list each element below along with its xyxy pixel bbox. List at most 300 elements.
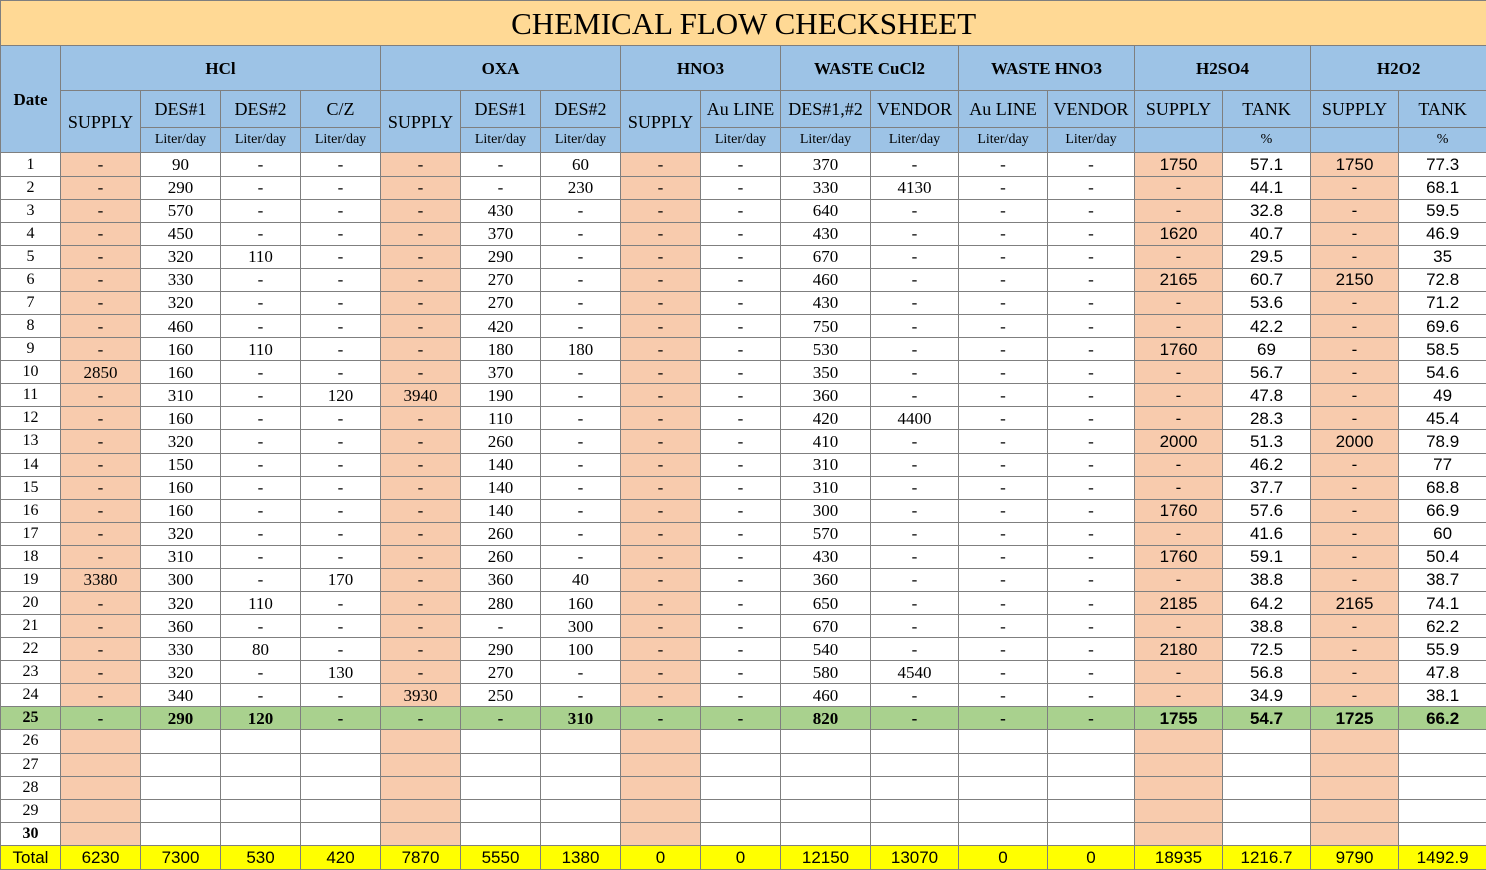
table-row — [1, 245, 1486, 268]
data-cell: - — [381, 545, 461, 568]
data-cell: - — [1311, 615, 1399, 638]
sheet-title: CHEMICAL FLOW CHECKSHEET — [1, 1, 1486, 46]
data-cell: - — [61, 707, 141, 730]
data-cell: - — [621, 245, 701, 268]
data-cell: - — [381, 291, 461, 314]
data-cell: 360 — [781, 384, 871, 407]
data-cell: - — [1311, 638, 1399, 661]
data-cell: - — [701, 476, 781, 499]
data-cell — [381, 822, 461, 845]
data-cell: 330 — [141, 638, 221, 661]
data-cell — [1399, 753, 1486, 776]
data-cell: - — [1311, 545, 1399, 568]
data-cell: - — [621, 591, 701, 614]
column-header-au-line: Au LINE — [701, 91, 781, 128]
data-cell — [221, 753, 301, 776]
data-cell: - — [221, 430, 301, 453]
data-cell: - — [221, 661, 301, 684]
data-cell: - — [541, 661, 621, 684]
table-row — [1, 315, 1486, 338]
data-cell: - — [1048, 338, 1135, 361]
table-row — [1, 338, 1486, 361]
data-cell: - — [1311, 499, 1399, 522]
data-cell: - — [301, 591, 381, 614]
data-cell: - — [1048, 522, 1135, 545]
data-cell: - — [301, 707, 381, 730]
data-cell: - — [541, 222, 621, 245]
column-header-au-line: Au LINE — [959, 91, 1048, 128]
total-cell: 5550 — [461, 845, 541, 869]
data-cell — [541, 822, 621, 845]
data-cell: 370 — [461, 222, 541, 245]
data-cell: - — [61, 407, 141, 430]
data-cell: - — [1311, 176, 1399, 199]
data-cell: - — [1135, 453, 1223, 476]
data-cell: - — [381, 338, 461, 361]
data-cell: 38.1 — [1399, 684, 1486, 707]
data-cell: 330 — [781, 176, 871, 199]
unit-label: Liter/day — [701, 128, 781, 153]
data-cell: - — [541, 384, 621, 407]
total-cell: 1216.7 — [1223, 845, 1311, 869]
data-cell: 260 — [461, 430, 541, 453]
data-cell: - — [381, 176, 461, 199]
data-cell: - — [301, 453, 381, 476]
data-cell: 360 — [781, 568, 871, 591]
data-cell: - — [621, 153, 701, 176]
data-cell: - — [871, 291, 959, 314]
data-cell: - — [701, 407, 781, 430]
data-cell — [461, 822, 541, 845]
data-cell: - — [701, 338, 781, 361]
data-cell: 55.9 — [1399, 638, 1486, 661]
data-cell: 230 — [541, 176, 621, 199]
data-cell: 360 — [141, 615, 221, 638]
data-cell: 28.3 — [1223, 407, 1311, 430]
data-cell: - — [301, 361, 381, 384]
data-cell: 60 — [1399, 522, 1486, 545]
table-row — [1, 545, 1486, 568]
unit-label: Liter/day — [141, 128, 221, 153]
date-cell: 24 — [1, 684, 61, 707]
data-cell: - — [621, 361, 701, 384]
data-cell — [1223, 730, 1311, 753]
data-cell: - — [61, 153, 141, 176]
data-cell: 90 — [141, 153, 221, 176]
date-cell: 16 — [1, 499, 61, 522]
data-cell: - — [871, 153, 959, 176]
data-cell — [621, 799, 701, 822]
data-cell: 38.8 — [1223, 615, 1311, 638]
data-cell — [621, 730, 701, 753]
table-row — [1, 407, 1486, 430]
data-cell: - — [1311, 476, 1399, 499]
data-cell: - — [959, 338, 1048, 361]
data-cell: 430 — [781, 291, 871, 314]
data-cell: - — [701, 153, 781, 176]
data-cell: - — [61, 291, 141, 314]
data-cell: - — [301, 476, 381, 499]
data-cell — [871, 730, 959, 753]
data-cell: 1760 — [1135, 499, 1223, 522]
data-cell: 460 — [781, 684, 871, 707]
data-cell: - — [621, 499, 701, 522]
data-cell: 320 — [141, 522, 221, 545]
data-cell — [381, 776, 461, 799]
data-cell: - — [701, 707, 781, 730]
table-row — [1, 476, 1486, 499]
data-cell: - — [381, 222, 461, 245]
data-cell: 110 — [461, 407, 541, 430]
data-cell: 45.4 — [1399, 407, 1486, 430]
data-cell: 47.8 — [1223, 384, 1311, 407]
data-cell: 78.9 — [1399, 430, 1486, 453]
data-cell: - — [871, 545, 959, 568]
table-row — [1, 522, 1486, 545]
data-cell: 60 — [541, 153, 621, 176]
data-cell: 300 — [541, 615, 621, 638]
column-header-des-1-2: DES#1,#2 — [781, 91, 871, 128]
data-cell — [1135, 776, 1223, 799]
date-cell: 20 — [1, 591, 61, 614]
column-header-des-1: DES#1 — [141, 91, 221, 128]
data-cell — [221, 822, 301, 845]
data-cell: - — [301, 153, 381, 176]
data-cell: 160 — [141, 499, 221, 522]
date-cell: 14 — [1, 453, 61, 476]
data-cell: - — [301, 522, 381, 545]
data-cell: - — [701, 545, 781, 568]
data-cell: - — [621, 522, 701, 545]
data-cell: - — [61, 222, 141, 245]
data-cell: - — [1048, 638, 1135, 661]
data-cell: 38.8 — [1223, 568, 1311, 591]
data-cell — [959, 799, 1048, 822]
data-cell: - — [541, 291, 621, 314]
date-cell: 25 — [1, 707, 61, 730]
data-cell: - — [221, 384, 301, 407]
data-cell: 80 — [221, 638, 301, 661]
data-cell: 2000 — [1135, 430, 1223, 453]
data-cell: 320 — [141, 430, 221, 453]
data-cell: - — [1048, 176, 1135, 199]
data-cell: 46.9 — [1399, 222, 1486, 245]
data-cell: 2165 — [1311, 591, 1399, 614]
data-cell: - — [221, 407, 301, 430]
data-cell — [381, 730, 461, 753]
data-cell: - — [1311, 338, 1399, 361]
total-cell: 6230 — [61, 845, 141, 869]
data-cell — [541, 776, 621, 799]
data-cell: 140 — [461, 453, 541, 476]
data-cell: 290 — [461, 245, 541, 268]
data-cell: - — [1311, 661, 1399, 684]
data-cell — [141, 776, 221, 799]
data-cell: 570 — [781, 522, 871, 545]
data-cell: 1760 — [1135, 338, 1223, 361]
data-cell: - — [1048, 568, 1135, 591]
group-header-oxa: OXA — [381, 46, 621, 91]
data-cell: - — [461, 707, 541, 730]
data-cell: - — [701, 176, 781, 199]
total-cell: 1380 — [541, 845, 621, 869]
data-cell: 310 — [541, 707, 621, 730]
column-header-vendor: VENDOR — [871, 91, 959, 128]
column-header-des-2: DES#2 — [541, 91, 621, 128]
date-cell: 23 — [1, 661, 61, 684]
total-cell: 7300 — [141, 845, 221, 869]
group-header-waste-cucl2: WASTE CuCl2 — [781, 46, 959, 91]
data-cell: - — [959, 545, 1048, 568]
data-cell: - — [461, 153, 541, 176]
data-cell: - — [381, 661, 461, 684]
data-cell: 670 — [781, 615, 871, 638]
data-cell: 59.5 — [1399, 199, 1486, 222]
group-header-h2o2: H2O2 — [1311, 46, 1486, 91]
data-cell: - — [301, 615, 381, 638]
data-cell: - — [381, 707, 461, 730]
data-cell: 2165 — [1135, 268, 1223, 291]
data-cell: - — [541, 430, 621, 453]
unit-label: % — [1223, 128, 1311, 153]
data-cell — [141, 753, 221, 776]
data-cell: - — [871, 499, 959, 522]
data-cell: - — [221, 684, 301, 707]
total-cell: 0 — [1048, 845, 1135, 869]
data-cell: - — [61, 684, 141, 707]
data-cell: - — [621, 638, 701, 661]
data-cell: 270 — [461, 268, 541, 291]
data-cell: 180 — [461, 338, 541, 361]
total-row — [1, 845, 1486, 869]
data-cell: - — [221, 545, 301, 568]
data-cell: - — [959, 315, 1048, 338]
data-cell: - — [621, 615, 701, 638]
data-cell: 420 — [781, 407, 871, 430]
data-cell: 57.1 — [1223, 153, 1311, 176]
data-cell: 160 — [141, 361, 221, 384]
data-cell: - — [621, 384, 701, 407]
data-cell — [781, 822, 871, 845]
data-cell: 4540 — [871, 661, 959, 684]
table-row — [1, 822, 1486, 845]
column-header-tank: TANK — [1223, 91, 1311, 128]
data-cell: 290 — [141, 707, 221, 730]
data-cell: - — [1135, 615, 1223, 638]
data-cell — [621, 753, 701, 776]
data-cell: 540 — [781, 638, 871, 661]
data-cell: - — [381, 315, 461, 338]
data-cell: 66.9 — [1399, 499, 1486, 522]
unit-label: Liter/day — [301, 128, 381, 153]
data-cell: 670 — [781, 245, 871, 268]
data-cell: - — [381, 638, 461, 661]
data-cell: 69 — [1223, 338, 1311, 361]
data-cell: 2150 — [1311, 268, 1399, 291]
data-cell — [61, 753, 141, 776]
group-header-h2so4: H2SO4 — [1135, 46, 1311, 91]
data-cell: - — [301, 245, 381, 268]
data-cell — [621, 776, 701, 799]
total-cell: 13070 — [871, 845, 959, 869]
group-header-hno3: HNO3 — [621, 46, 781, 91]
data-cell: - — [1311, 222, 1399, 245]
data-cell: - — [61, 176, 141, 199]
data-cell: - — [871, 638, 959, 661]
data-cell: 3380 — [61, 568, 141, 591]
data-cell: - — [959, 476, 1048, 499]
data-cell — [781, 753, 871, 776]
data-cell: 170 — [301, 568, 381, 591]
data-cell — [871, 799, 959, 822]
data-cell: 150 — [141, 453, 221, 476]
data-cell: - — [301, 176, 381, 199]
data-cell: - — [1048, 153, 1135, 176]
data-cell: 420 — [461, 315, 541, 338]
data-cell: - — [301, 338, 381, 361]
data-cell: - — [959, 591, 1048, 614]
data-cell: - — [621, 315, 701, 338]
data-cell — [61, 776, 141, 799]
data-cell — [1311, 799, 1399, 822]
date-cell: 19 — [1, 568, 61, 591]
data-cell: - — [1135, 291, 1223, 314]
table-row — [1, 384, 1486, 407]
data-cell: - — [381, 591, 461, 614]
data-cell: 110 — [221, 245, 301, 268]
data-cell: - — [61, 338, 141, 361]
data-cell: 53.6 — [1223, 291, 1311, 314]
data-cell: 250 — [461, 684, 541, 707]
data-cell: - — [701, 568, 781, 591]
data-cell — [959, 730, 1048, 753]
date-cell: 13 — [1, 430, 61, 453]
data-cell: 56.7 — [1223, 361, 1311, 384]
data-cell — [1048, 730, 1135, 753]
data-cell: - — [1135, 361, 1223, 384]
data-cell: 1620 — [1135, 222, 1223, 245]
data-cell: - — [1048, 268, 1135, 291]
data-cell: - — [701, 591, 781, 614]
data-cell: 40.7 — [1223, 222, 1311, 245]
data-cell: - — [701, 684, 781, 707]
data-cell: 50.4 — [1399, 545, 1486, 568]
data-cell — [301, 730, 381, 753]
data-cell — [461, 753, 541, 776]
data-cell: 34.9 — [1223, 684, 1311, 707]
data-cell: 42.2 — [1223, 315, 1311, 338]
data-cell: 340 — [141, 684, 221, 707]
table-row — [1, 615, 1486, 638]
data-cell: 410 — [781, 430, 871, 453]
data-cell: - — [701, 453, 781, 476]
data-cell — [381, 753, 461, 776]
data-cell: - — [1135, 661, 1223, 684]
data-cell: - — [541, 684, 621, 707]
data-cell: 1750 — [1311, 153, 1399, 176]
unit-label: Liter/day — [541, 128, 621, 153]
table-row — [1, 291, 1486, 314]
data-cell: - — [1048, 661, 1135, 684]
data-cell: 160 — [141, 338, 221, 361]
data-cell: - — [1048, 291, 1135, 314]
total-cell: 0 — [621, 845, 701, 869]
data-cell: - — [221, 522, 301, 545]
total-label: Total — [1, 845, 61, 869]
column-header-des-1: DES#1 — [461, 91, 541, 128]
data-cell: - — [221, 361, 301, 384]
data-cell — [541, 730, 621, 753]
data-cell: 350 — [781, 361, 871, 384]
data-cell: - — [1135, 476, 1223, 499]
data-cell: - — [221, 268, 301, 291]
data-cell: - — [381, 245, 461, 268]
data-cell: 320 — [141, 291, 221, 314]
data-cell: - — [1135, 684, 1223, 707]
data-cell — [871, 776, 959, 799]
data-cell: 38.7 — [1399, 568, 1486, 591]
date-cell: 9 — [1, 338, 61, 361]
data-cell: - — [1048, 430, 1135, 453]
table-row — [1, 222, 1486, 245]
data-cell: 4130 — [871, 176, 959, 199]
total-cell: 0 — [701, 845, 781, 869]
data-cell: - — [959, 245, 1048, 268]
data-cell: 270 — [461, 291, 541, 314]
data-cell: - — [1048, 361, 1135, 384]
data-cell — [141, 730, 221, 753]
data-cell: 66.2 — [1399, 707, 1486, 730]
data-cell — [541, 799, 621, 822]
data-cell: - — [871, 245, 959, 268]
data-cell: - — [541, 476, 621, 499]
data-cell: 2185 — [1135, 591, 1223, 614]
data-cell: - — [301, 430, 381, 453]
data-cell: - — [1135, 315, 1223, 338]
data-cell: 37.7 — [1223, 476, 1311, 499]
data-cell: 140 — [461, 476, 541, 499]
total-cell: 530 — [221, 845, 301, 869]
data-cell: 320 — [141, 591, 221, 614]
table-row — [1, 430, 1486, 453]
data-cell: - — [959, 684, 1048, 707]
data-cell: - — [61, 453, 141, 476]
column-header-supply: SUPPLY — [381, 91, 461, 153]
table-row — [1, 638, 1486, 661]
table-row — [1, 268, 1486, 291]
data-cell: - — [301, 199, 381, 222]
date-cell: 30 — [1, 822, 61, 845]
data-cell — [1135, 730, 1223, 753]
data-cell — [1223, 822, 1311, 845]
data-cell: - — [621, 199, 701, 222]
data-cell: - — [701, 661, 781, 684]
data-cell: - — [701, 199, 781, 222]
data-cell: 260 — [461, 522, 541, 545]
data-cell — [221, 776, 301, 799]
data-cell: - — [1048, 199, 1135, 222]
total-cell: 0 — [959, 845, 1048, 869]
data-cell — [301, 753, 381, 776]
data-cell: - — [541, 268, 621, 291]
data-cell: - — [701, 315, 781, 338]
data-cell: - — [301, 684, 381, 707]
data-cell: - — [871, 707, 959, 730]
data-cell — [221, 799, 301, 822]
data-cell: 1725 — [1311, 707, 1399, 730]
data-cell: - — [871, 315, 959, 338]
data-cell: - — [701, 638, 781, 661]
